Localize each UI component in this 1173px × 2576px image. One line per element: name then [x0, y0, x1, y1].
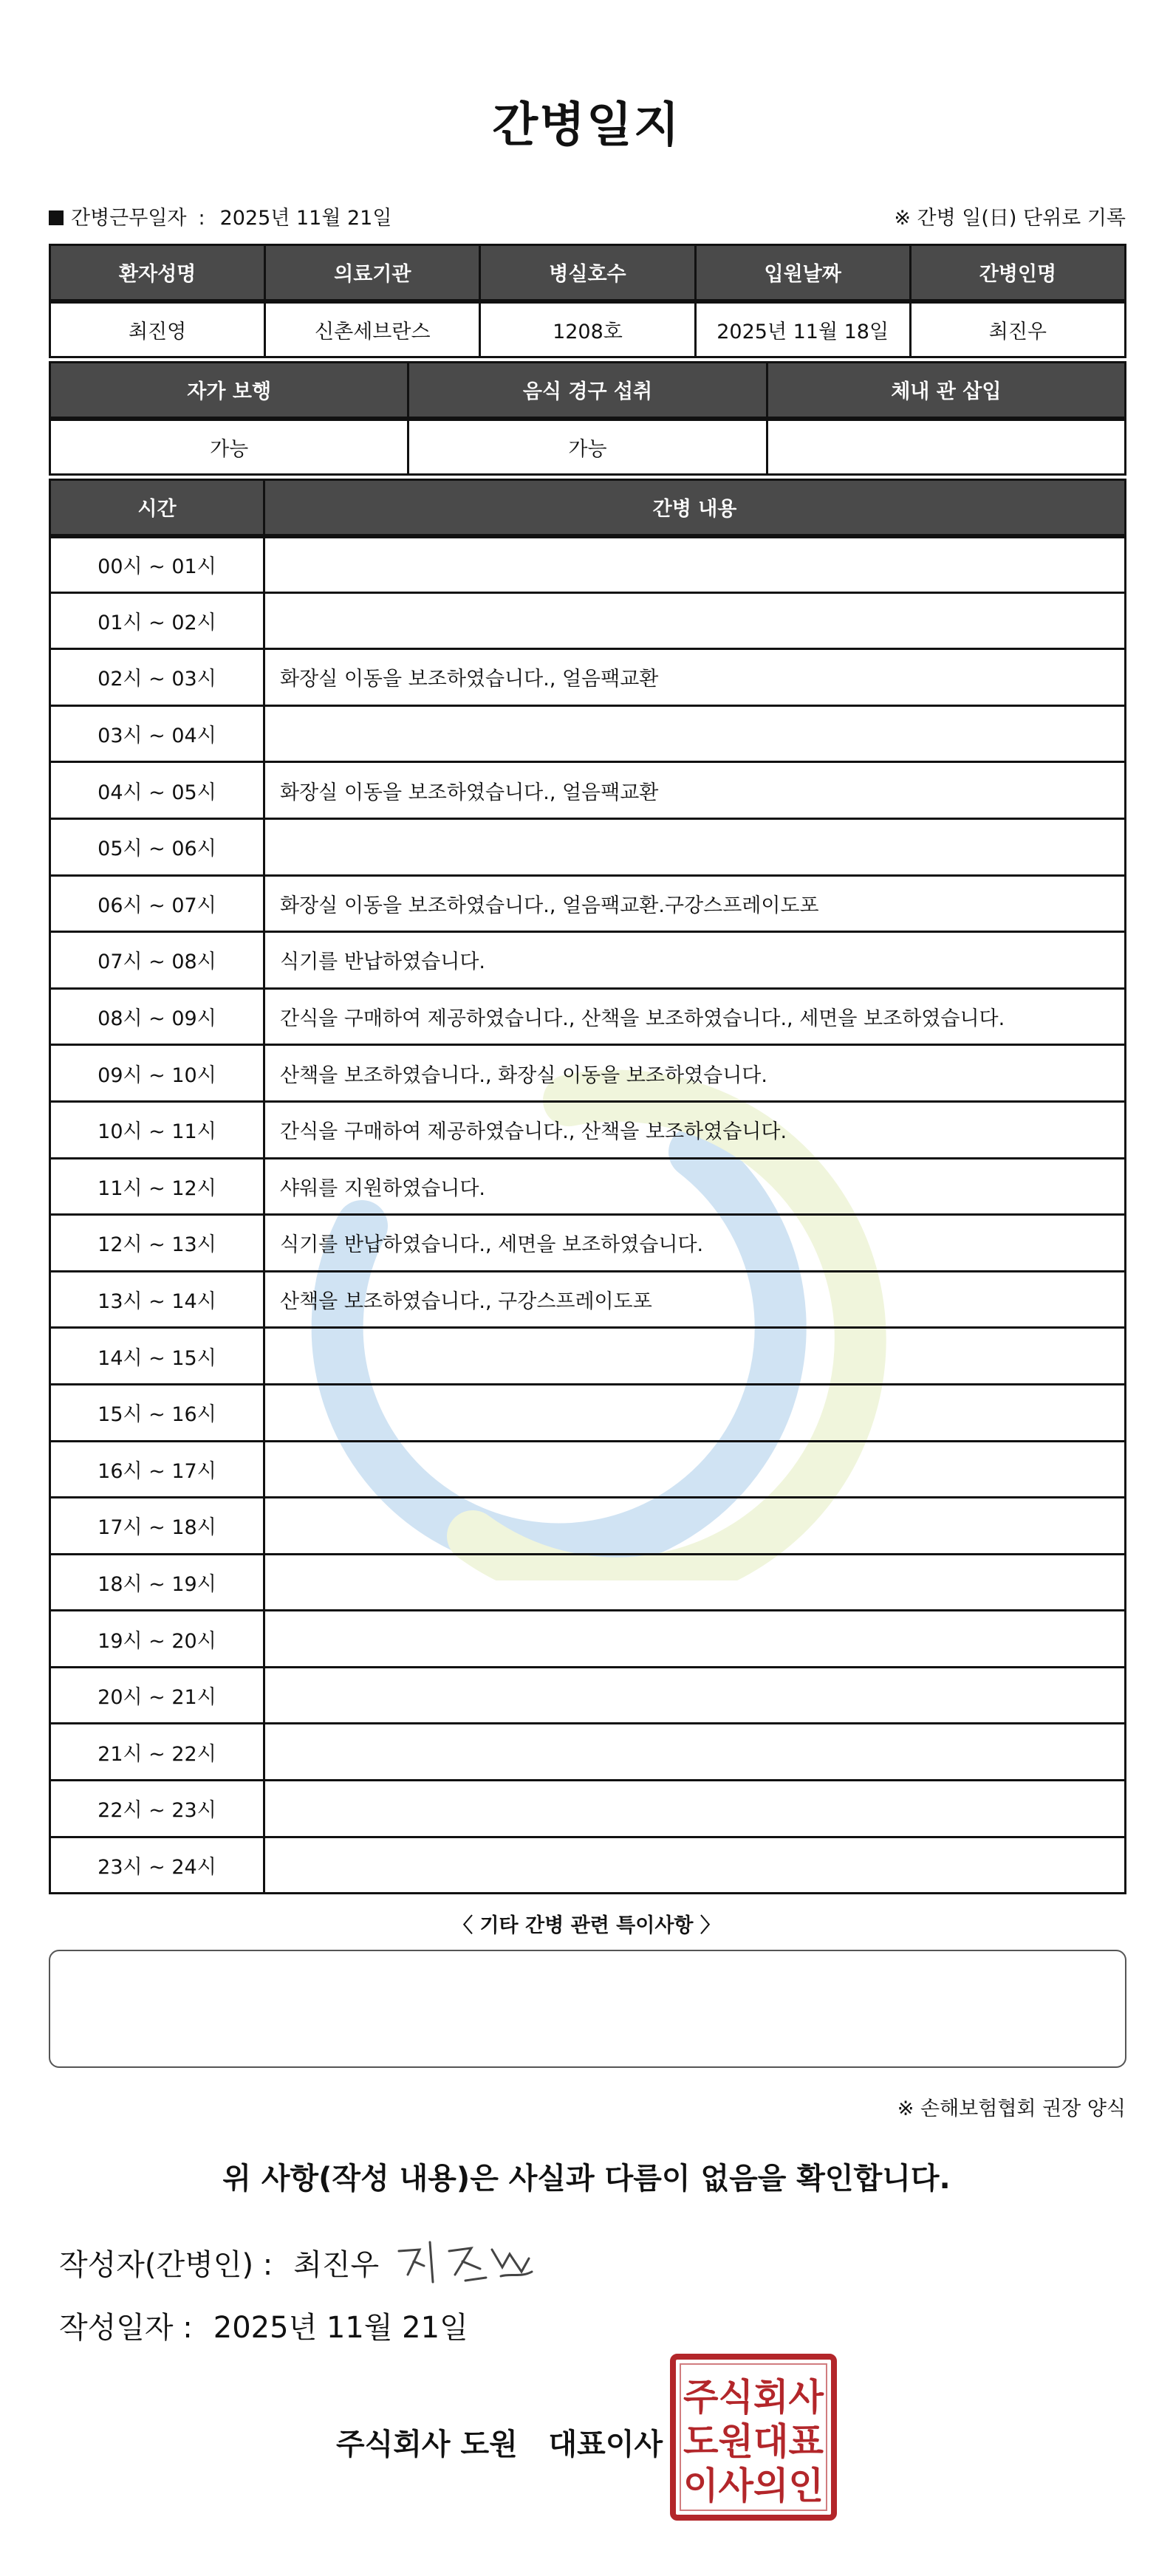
square-bullet-icon — [49, 210, 64, 225]
table-row — [50, 818, 1126, 875]
care-content: 산책을 보조하였습니다., 화장실 이동을 보조하였습니다. — [264, 1045, 1126, 1102]
care-content — [264, 1837, 1126, 1894]
time-slot: 23시 ~ 24시 — [50, 1837, 264, 1894]
table-row — [50, 1554, 1126, 1611]
care-content: 간식을 구매하여 제공하였습니다., 산책을 보조하였습니다. — [264, 1101, 1126, 1158]
work-date-label: 간병근무일자 — [71, 207, 187, 230]
recommended-form-note: ※ 손해보험협회 권장 양식 — [897, 2097, 1126, 2120]
company-seal-stamp — [668, 2352, 838, 2522]
care-content: 화장실 이동을 보조하였습니다., 얼음팩교환 — [264, 762, 1126, 819]
time-slot: 22시 ~ 23시 — [50, 1781, 264, 1837]
admission-date-value: 2025년 11월 18일 — [695, 301, 910, 357]
header-patient-name: 환자성명 — [50, 245, 265, 301]
care-content — [264, 1781, 1126, 1837]
time-slot: 13시 ~ 14시 — [50, 1271, 264, 1328]
care-content — [264, 705, 1126, 762]
written-date-label: 작성일자 : — [59, 2311, 193, 2345]
time-slot: 00시 ~ 01시 — [50, 536, 264, 593]
table-row — [50, 762, 1126, 819]
tube-insertion-value — [767, 419, 1125, 475]
header-time: 시간 — [50, 480, 264, 536]
time-slot: 20시 ~ 21시 — [50, 1667, 264, 1724]
work-date-line — [49, 202, 391, 230]
table-row — [50, 932, 1126, 989]
time-slot: 05시 ~ 06시 — [50, 818, 264, 875]
header-care-content: 간병 내용 — [264, 480, 1126, 536]
care-content — [264, 1441, 1126, 1498]
care-content — [264, 1328, 1126, 1385]
header-tube-insertion: 체내 관 삽입 — [767, 363, 1125, 419]
care-content: 식기를 반납하였습니다. — [264, 932, 1126, 989]
work-date-value: 2025년 11월 21일 — [219, 207, 392, 230]
company-representative: 주식회사 도원 대표이사 — [336, 2428, 663, 2462]
table-row — [50, 1611, 1126, 1668]
table-row — [50, 592, 1126, 649]
care-content — [264, 592, 1126, 649]
care-content: 산책을 보조하였습니다., 구강스프레이도포 — [264, 1271, 1126, 1328]
writer-name: 최진우 — [293, 2248, 380, 2282]
table-row — [50, 536, 1126, 593]
table-row — [50, 988, 1126, 1045]
care-content: 간식을 구매하여 제공하였습니다., 산책을 보조하였습니다., 세면을 보조하였습니다. — [264, 988, 1126, 1045]
svg-text:주식회사: 주식회사 — [683, 2376, 824, 2419]
special-notes-box — [49, 1950, 1126, 2068]
time-slot: 18시 ~ 19시 — [50, 1554, 264, 1611]
table-row — [50, 1158, 1126, 1215]
patient-status-table — [49, 361, 1126, 476]
time-slot: 08시 ~ 09시 — [50, 988, 264, 1045]
header-room-number: 병실호수 — [480, 245, 695, 301]
table-row — [50, 1498, 1126, 1555]
time-slot: 14시 ~ 15시 — [50, 1328, 264, 1385]
svg-text:이사의인: 이사의인 — [683, 2464, 824, 2507]
care-content — [264, 1724, 1126, 1781]
special-notes-title: 〈 기타 간병 관련 특이사항 〉 — [453, 1914, 720, 1937]
table-row — [50, 1837, 1126, 1894]
care-content — [264, 1667, 1126, 1724]
care-content — [264, 536, 1126, 593]
care-content: 화장실 이동을 보조하였습니다., 얼음팩교환 — [264, 649, 1126, 706]
care-content — [264, 1611, 1126, 1668]
table-row — [50, 1328, 1126, 1385]
time-slot: 11시 ~ 12시 — [50, 1158, 264, 1215]
header-admission-date: 입원날짜 — [695, 245, 910, 301]
care-content — [264, 1498, 1126, 1555]
header-hospital: 의료기관 — [265, 245, 480, 301]
time-slot: 03시 ~ 04시 — [50, 705, 264, 762]
time-slot: 12시 ~ 13시 — [50, 1215, 264, 1272]
patient-info-table — [49, 244, 1126, 358]
time-slot: 02시 ~ 03시 — [50, 649, 264, 706]
header-self-walking: 자가 보행 — [50, 363, 408, 419]
time-slot: 07시 ~ 08시 — [50, 932, 264, 989]
written-date-line — [59, 2304, 468, 2346]
unit-note: ※ 간병 일(日) 단위로 기록 — [894, 207, 1126, 230]
writer-line — [59, 2241, 379, 2284]
time-slot: 06시 ~ 07시 — [50, 875, 264, 932]
written-date-value: 2025년 11월 21일 — [213, 2311, 468, 2345]
handwritten-signature — [391, 2229, 539, 2295]
time-slot: 19시 ~ 20시 — [50, 1611, 264, 1668]
time-slot: 21시 ~ 22시 — [50, 1724, 264, 1781]
oral-intake-value: 가능 — [408, 419, 767, 475]
table-row — [50, 1724, 1126, 1781]
time-slot: 04시 ~ 05시 — [50, 762, 264, 819]
work-date-colon: : — [198, 207, 205, 230]
header-oral-intake: 음식 경구 섭취 — [408, 363, 767, 419]
care-content — [264, 1384, 1126, 1441]
time-slot: 01시 ~ 02시 — [50, 592, 264, 649]
hospital-value: 신촌세브란스 — [265, 301, 480, 357]
table-row — [50, 1215, 1126, 1272]
svg-text:도원대표: 도원대표 — [683, 2420, 824, 2463]
document-title: 간병일지 — [492, 98, 681, 153]
care-log-rows — [50, 536, 1126, 1894]
caregiver-name-value: 최진우 — [910, 301, 1125, 357]
table-row — [50, 1101, 1126, 1158]
table-row — [50, 1384, 1126, 1441]
room-number-value: 1208호 — [480, 301, 695, 357]
table-row — [50, 1271, 1126, 1328]
time-slot: 17시 ~ 18시 — [50, 1498, 264, 1555]
care-content — [264, 818, 1126, 875]
time-slot: 16시 ~ 17시 — [50, 1441, 264, 1498]
time-slot: 15시 ~ 16시 — [50, 1384, 264, 1441]
confirmation-statement: 위 사항(작성 내용)은 사실과 다름이 없음을 확인합니다. — [222, 2162, 951, 2196]
hourly-care-log-table — [49, 479, 1126, 1894]
table-row — [50, 649, 1126, 706]
table-row — [50, 705, 1126, 762]
time-slot: 10시 ~ 11시 — [50, 1101, 264, 1158]
time-slot: 09시 ~ 10시 — [50, 1045, 264, 1102]
care-content — [264, 1554, 1126, 1611]
table-row — [50, 1781, 1126, 1837]
care-content: 샤워를 지원하였습니다. — [264, 1158, 1126, 1215]
care-content: 화장실 이동을 보조하였습니다., 얼음팩교환.구강스프레이도포 — [264, 875, 1126, 932]
table-row — [50, 1667, 1126, 1724]
header-caregiver-name: 간병인명 — [910, 245, 1125, 301]
table-row — [50, 1441, 1126, 1498]
table-row — [50, 1045, 1126, 1102]
care-content: 식기를 반납하였습니다., 세면을 보조하였습니다. — [264, 1215, 1126, 1272]
self-walking-value: 가능 — [50, 419, 408, 475]
patient-name-value: 최진영 — [50, 301, 265, 357]
table-row — [50, 875, 1126, 932]
writer-label: 작성자(간병인) : — [59, 2248, 273, 2282]
